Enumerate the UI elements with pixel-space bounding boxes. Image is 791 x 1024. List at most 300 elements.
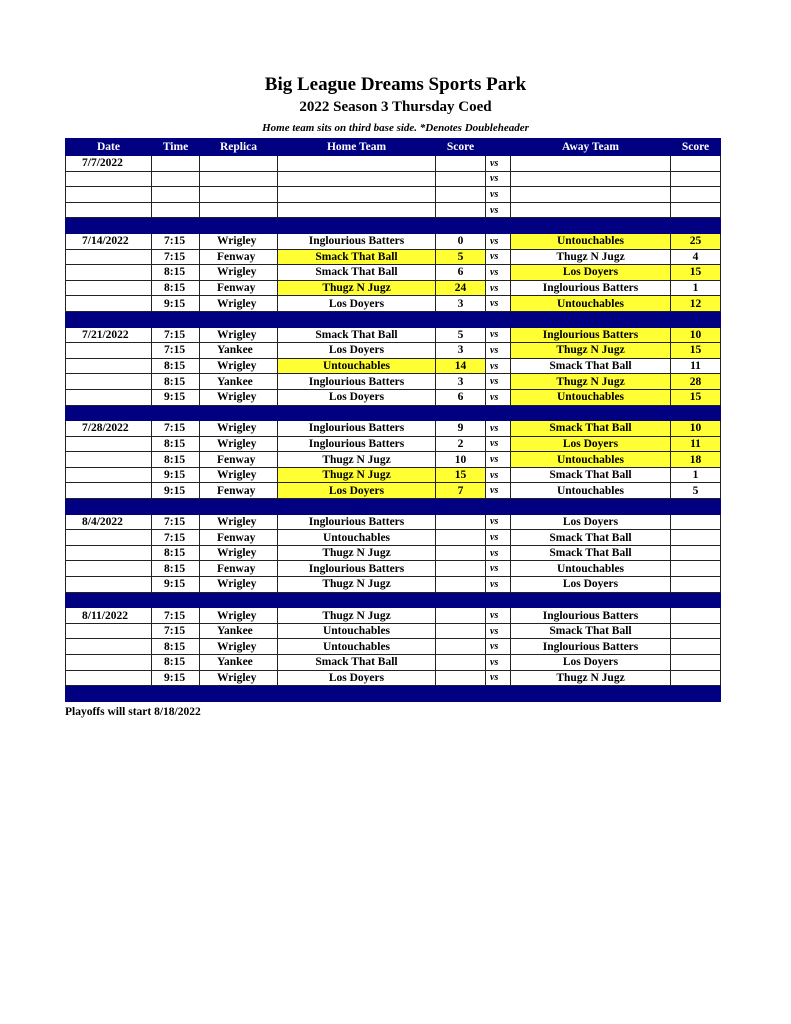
home-team-cell: Thugz N Jugz xyxy=(278,280,436,296)
week-separator xyxy=(66,218,721,234)
away-team-cell: Inglourious Batters xyxy=(511,280,671,296)
separator-cell xyxy=(200,499,278,515)
time-cell: 8:15 xyxy=(152,561,200,577)
separator-cell xyxy=(66,311,152,327)
table-row xyxy=(66,265,721,281)
time-cell: 7:15 xyxy=(152,327,200,343)
vs-cell: vs xyxy=(486,233,511,249)
replica-cell: Wrigley xyxy=(200,467,278,483)
time-cell: 8:15 xyxy=(152,374,200,390)
replica-cell: Wrigley xyxy=(200,265,278,281)
date-cell xyxy=(66,296,152,312)
page-title: Big League Dreams Sports Park xyxy=(264,74,527,95)
time-cell: 7:15 xyxy=(152,608,200,624)
away-score-cell: 15 xyxy=(671,389,721,405)
date-cell: 7/7/2022 xyxy=(66,156,152,172)
home-team-cell xyxy=(278,171,436,187)
vs-cell: vs xyxy=(486,187,511,203)
date-cell xyxy=(66,280,152,296)
playoffs-note: Playoffs will start 8/18/2022 xyxy=(65,706,201,718)
replica-cell: Yankee xyxy=(200,374,278,390)
separator-cell xyxy=(200,592,278,608)
separator-cell xyxy=(66,686,152,702)
vs-cell: vs xyxy=(486,483,511,499)
home-team-cell: Thugz N Jugz xyxy=(278,452,436,468)
home-team-cell: Smack That Ball xyxy=(278,655,436,671)
time-cell: 7:15 xyxy=(152,623,200,639)
separator-cell xyxy=(278,499,436,515)
time-cell: 8:15 xyxy=(152,265,200,281)
home-team-cell: Untouchables xyxy=(278,358,436,374)
away-score-cell: 5 xyxy=(671,483,721,499)
home-team-cell: Thugz N Jugz xyxy=(278,545,436,561)
vs-cell: vs xyxy=(486,639,511,655)
away-score-cell xyxy=(671,655,721,671)
vs-cell: vs xyxy=(486,327,511,343)
away-team-cell: Smack That Ball xyxy=(511,467,671,483)
time-cell xyxy=(152,171,200,187)
home-team-cell: Inglourious Batters xyxy=(278,421,436,437)
home-team-cell: Inglourious Batters xyxy=(278,233,436,249)
home-score-cell: 24 xyxy=(436,280,486,296)
separator-cell xyxy=(436,499,486,515)
replica-cell: Yankee xyxy=(200,623,278,639)
replica-cell: Fenway xyxy=(200,280,278,296)
away-team-cell: Thugz N Jugz xyxy=(511,343,671,359)
away-team-cell xyxy=(511,171,671,187)
separator-cell xyxy=(66,499,152,515)
table-row xyxy=(66,467,721,483)
separator-cell xyxy=(511,218,671,234)
vs-cell: vs xyxy=(486,249,511,265)
week-separator xyxy=(66,311,721,327)
vs-cell: vs xyxy=(486,655,511,671)
table-row xyxy=(66,421,721,437)
date-cell xyxy=(66,358,152,374)
date-cell: 7/21/2022 xyxy=(66,327,152,343)
date-cell xyxy=(66,265,152,281)
separator-cell xyxy=(152,218,200,234)
home-team-cell: Thugz N Jugz xyxy=(278,467,436,483)
time-cell: 9:15 xyxy=(152,296,200,312)
week-separator xyxy=(66,405,721,421)
away-team-cell: Smack That Ball xyxy=(511,530,671,546)
away-score-cell: 15 xyxy=(671,343,721,359)
separator-cell xyxy=(671,686,721,702)
home-score-cell xyxy=(436,639,486,655)
away-team-cell: Los Doyers xyxy=(511,655,671,671)
date-cell xyxy=(66,374,152,390)
date-cell: 8/4/2022 xyxy=(66,514,152,530)
separator-cell xyxy=(436,218,486,234)
table-row xyxy=(66,483,721,499)
vs-cell: vs xyxy=(486,265,511,281)
table-row xyxy=(66,577,721,593)
home-score-cell: 5 xyxy=(436,249,486,265)
away-score-cell xyxy=(671,608,721,624)
home-score-cell: 15 xyxy=(436,467,486,483)
separator-cell xyxy=(66,218,152,234)
home-score-cell: 3 xyxy=(436,343,486,359)
home-team-cell xyxy=(278,187,436,203)
date-cell xyxy=(66,483,152,499)
away-score-cell: 28 xyxy=(671,374,721,390)
home-team-cell: Untouchables xyxy=(278,530,436,546)
page-subtitle: 2022 Season 3 Thursday Coed xyxy=(299,99,492,115)
away-team-cell: Los Doyers xyxy=(511,436,671,452)
home-score-cell xyxy=(436,545,486,561)
time-cell: 9:15 xyxy=(152,577,200,593)
table-row xyxy=(66,343,721,359)
table-row xyxy=(66,233,721,249)
replica-cell xyxy=(200,156,278,172)
home-team-cell: Inglourious Batters xyxy=(278,374,436,390)
col-time: Time xyxy=(152,139,200,156)
home-team-cell: Smack That Ball xyxy=(278,327,436,343)
replica-cell: Wrigley xyxy=(200,608,278,624)
header-row xyxy=(66,139,721,156)
time-cell: 9:15 xyxy=(152,670,200,686)
home-score-cell xyxy=(436,623,486,639)
separator-cell xyxy=(152,405,200,421)
away-team-cell: Thugz N Jugz xyxy=(511,249,671,265)
away-score-cell: 15 xyxy=(671,265,721,281)
replica-cell: Wrigley xyxy=(200,436,278,452)
home-score-cell xyxy=(436,561,486,577)
col-away-score: Score xyxy=(671,139,721,156)
table-row xyxy=(66,358,721,374)
separator-cell xyxy=(152,686,200,702)
time-cell: 7:15 xyxy=(152,233,200,249)
col-home-score: Score xyxy=(436,139,486,156)
home-team-cell: Thugz N Jugz xyxy=(278,608,436,624)
separator-cell xyxy=(436,592,486,608)
separator-cell xyxy=(152,592,200,608)
away-score-cell: 12 xyxy=(671,296,721,312)
away-team-cell: Untouchables xyxy=(511,452,671,468)
away-team-cell: Smack That Ball xyxy=(511,421,671,437)
replica-cell: Wrigley xyxy=(200,233,278,249)
replica-cell: Wrigley xyxy=(200,358,278,374)
home-team-cell: Inglourious Batters xyxy=(278,436,436,452)
table-row xyxy=(66,561,721,577)
home-team-cell: Untouchables xyxy=(278,639,436,655)
vs-cell: vs xyxy=(486,670,511,686)
vs-cell: vs xyxy=(486,374,511,390)
away-team-cell xyxy=(511,202,671,218)
home-team-cell: Los Doyers xyxy=(278,670,436,686)
time-cell: 8:15 xyxy=(152,545,200,561)
table-row xyxy=(66,639,721,655)
away-team-cell: Untouchables xyxy=(511,483,671,499)
away-team-cell: Untouchables xyxy=(511,561,671,577)
home-team-cell: Los Doyers xyxy=(278,343,436,359)
home-score-cell xyxy=(436,171,486,187)
replica-cell xyxy=(200,187,278,203)
replica-cell xyxy=(200,171,278,187)
separator-cell xyxy=(511,499,671,515)
home-score-cell xyxy=(436,670,486,686)
away-score-cell xyxy=(671,514,721,530)
separator-cell xyxy=(152,499,200,515)
home-score-cell xyxy=(436,530,486,546)
away-score-cell xyxy=(671,623,721,639)
vs-cell: vs xyxy=(486,608,511,624)
replica-cell: Fenway xyxy=(200,452,278,468)
separator-cell xyxy=(486,499,511,515)
schedule-table xyxy=(65,138,721,702)
away-score-cell xyxy=(671,171,721,187)
separator-cell xyxy=(671,499,721,515)
replica-cell: Wrigley xyxy=(200,327,278,343)
replica-cell: Wrigley xyxy=(200,389,278,405)
replica-cell: Wrigley xyxy=(200,421,278,437)
date-cell xyxy=(66,670,152,686)
table-row xyxy=(66,530,721,546)
home-score-cell: 5 xyxy=(436,327,486,343)
vs-cell: vs xyxy=(486,436,511,452)
vs-cell: vs xyxy=(486,358,511,374)
replica-cell: Fenway xyxy=(200,249,278,265)
date-cell xyxy=(66,389,152,405)
time-cell: 7:15 xyxy=(152,514,200,530)
table-row xyxy=(66,171,721,187)
date-cell xyxy=(66,655,152,671)
table-row xyxy=(66,156,721,172)
home-score-cell xyxy=(436,156,486,172)
separator-cell xyxy=(671,218,721,234)
home-score-cell xyxy=(436,187,486,203)
away-team-cell xyxy=(511,187,671,203)
date-cell xyxy=(66,436,152,452)
table-row xyxy=(66,249,721,265)
date-cell xyxy=(66,249,152,265)
away-score-cell xyxy=(671,561,721,577)
home-score-cell: 6 xyxy=(436,265,486,281)
table-row xyxy=(66,374,721,390)
replica-cell: Fenway xyxy=(200,530,278,546)
away-score-cell xyxy=(671,530,721,546)
home-score-cell: 10 xyxy=(436,452,486,468)
separator-cell xyxy=(436,405,486,421)
separator-cell xyxy=(486,686,511,702)
time-cell: 7:15 xyxy=(152,343,200,359)
home-team-cell: Inglourious Batters xyxy=(278,561,436,577)
time-cell: 8:15 xyxy=(152,452,200,468)
vs-cell: vs xyxy=(486,389,511,405)
away-score-cell: 10 xyxy=(671,327,721,343)
vs-cell: vs xyxy=(486,623,511,639)
col-home-team: Home Team xyxy=(278,139,436,156)
time-cell: 8:15 xyxy=(152,436,200,452)
date-cell xyxy=(66,623,152,639)
table-row xyxy=(66,389,721,405)
away-score-cell xyxy=(671,545,721,561)
schedule-body xyxy=(66,156,721,702)
away-team-cell: Los Doyers xyxy=(511,265,671,281)
separator-cell xyxy=(200,218,278,234)
away-team-cell: Untouchables xyxy=(511,296,671,312)
home-team-cell: Los Doyers xyxy=(278,296,436,312)
col-date: Date xyxy=(66,139,152,156)
separator-cell xyxy=(278,405,436,421)
date-cell xyxy=(66,639,152,655)
away-score-cell: 11 xyxy=(671,358,721,374)
replica-cell: Yankee xyxy=(200,343,278,359)
home-score-cell xyxy=(436,608,486,624)
home-team-cell: Thugz N Jugz xyxy=(278,577,436,593)
date-cell xyxy=(66,577,152,593)
time-cell: 8:15 xyxy=(152,655,200,671)
away-team-cell: Smack That Ball xyxy=(511,358,671,374)
home-score-cell xyxy=(436,514,486,530)
replica-cell: Wrigley xyxy=(200,670,278,686)
time-cell xyxy=(152,187,200,203)
time-cell: 9:15 xyxy=(152,483,200,499)
away-score-cell xyxy=(671,639,721,655)
separator-cell xyxy=(671,311,721,327)
separator-cell xyxy=(671,405,721,421)
replica-cell: Wrigley xyxy=(200,545,278,561)
time-cell: 9:15 xyxy=(152,389,200,405)
home-score-cell xyxy=(436,655,486,671)
time-cell: 8:15 xyxy=(152,639,200,655)
away-team-cell: Thugz N Jugz xyxy=(511,670,671,686)
home-team-cell: Los Doyers xyxy=(278,389,436,405)
vs-cell: vs xyxy=(486,467,511,483)
separator-cell xyxy=(278,218,436,234)
home-score-cell: 2 xyxy=(436,436,486,452)
away-score-cell xyxy=(671,156,721,172)
home-team-cell: Untouchables xyxy=(278,623,436,639)
away-score-cell xyxy=(671,187,721,203)
away-team-cell: Inglourious Batters xyxy=(511,639,671,655)
replica-cell: Wrigley xyxy=(200,577,278,593)
replica-cell: Fenway xyxy=(200,483,278,499)
vs-cell: vs xyxy=(486,514,511,530)
time-cell xyxy=(152,156,200,172)
home-team-cell: Smack That Ball xyxy=(278,249,436,265)
away-team-cell xyxy=(511,156,671,172)
separator-cell xyxy=(436,311,486,327)
date-cell xyxy=(66,202,152,218)
separator-cell xyxy=(486,592,511,608)
date-cell xyxy=(66,561,152,577)
away-team-cell: Los Doyers xyxy=(511,514,671,530)
separator-cell xyxy=(511,686,671,702)
away-score-cell: 1 xyxy=(671,280,721,296)
vs-cell: vs xyxy=(486,561,511,577)
away-score-cell: 10 xyxy=(671,421,721,437)
separator-cell xyxy=(66,592,152,608)
separator-cell xyxy=(486,405,511,421)
week-separator xyxy=(66,499,721,515)
vs-cell: vs xyxy=(486,202,511,218)
vs-cell: vs xyxy=(486,343,511,359)
replica-cell: Wrigley xyxy=(200,639,278,655)
separator-cell xyxy=(436,686,486,702)
date-cell: 7/14/2022 xyxy=(66,233,152,249)
away-score-cell: 11 xyxy=(671,436,721,452)
col-away-team: Away Team xyxy=(511,139,671,156)
table-row xyxy=(66,436,721,452)
replica-cell: Fenway xyxy=(200,561,278,577)
table-row xyxy=(66,514,721,530)
separator-cell xyxy=(152,311,200,327)
separator-cell xyxy=(511,311,671,327)
separator-cell xyxy=(486,218,511,234)
home-team-cell xyxy=(278,156,436,172)
separator-cell xyxy=(278,311,436,327)
vs-cell: vs xyxy=(486,530,511,546)
date-cell: 7/28/2022 xyxy=(66,421,152,437)
home-score-cell: 3 xyxy=(436,374,486,390)
date-cell xyxy=(66,530,152,546)
away-score-cell: 1 xyxy=(671,467,721,483)
away-score-cell: 25 xyxy=(671,233,721,249)
separator-cell xyxy=(66,405,152,421)
replica-cell: Wrigley xyxy=(200,296,278,312)
table-row xyxy=(66,545,721,561)
away-team-cell: Smack That Ball xyxy=(511,545,671,561)
table-row xyxy=(66,670,721,686)
date-cell xyxy=(66,467,152,483)
home-score-cell: 14 xyxy=(436,358,486,374)
home-score-cell xyxy=(436,202,486,218)
date-cell xyxy=(66,452,152,468)
home-score-cell: 0 xyxy=(436,233,486,249)
table-row xyxy=(66,187,721,203)
col-vs xyxy=(486,139,511,156)
away-score-cell xyxy=(671,577,721,593)
home-team-cell xyxy=(278,202,436,218)
separator-cell xyxy=(200,686,278,702)
vs-cell: vs xyxy=(486,545,511,561)
time-cell: 7:15 xyxy=(152,249,200,265)
replica-cell: Wrigley xyxy=(200,514,278,530)
separator-cell xyxy=(486,311,511,327)
vs-cell: vs xyxy=(486,280,511,296)
away-team-cell: Inglourious Batters xyxy=(511,608,671,624)
time-cell: 7:15 xyxy=(152,530,200,546)
vs-cell: vs xyxy=(486,421,511,437)
time-cell: 8:15 xyxy=(152,358,200,374)
away-score-cell: 4 xyxy=(671,249,721,265)
home-team-cell: Smack That Ball xyxy=(278,265,436,281)
separator-cell xyxy=(200,311,278,327)
away-team-cell: Thugz N Jugz xyxy=(511,374,671,390)
week-separator xyxy=(66,686,721,702)
vs-cell: vs xyxy=(486,577,511,593)
separator-cell xyxy=(200,405,278,421)
time-cell: 9:15 xyxy=(152,467,200,483)
table-row xyxy=(66,280,721,296)
home-score-cell: 9 xyxy=(436,421,486,437)
away-team-cell: Inglourious Batters xyxy=(511,327,671,343)
date-cell xyxy=(66,343,152,359)
replica-cell: Yankee xyxy=(200,655,278,671)
away-team-cell: Los Doyers xyxy=(511,577,671,593)
away-team-cell: Untouchables xyxy=(511,233,671,249)
date-cell xyxy=(66,545,152,561)
date-cell xyxy=(66,171,152,187)
time-cell: 7:15 xyxy=(152,421,200,437)
away-team-cell: Smack That Ball xyxy=(511,623,671,639)
away-team-cell: Untouchables xyxy=(511,389,671,405)
separator-cell xyxy=(511,405,671,421)
table-row xyxy=(66,296,721,312)
vs-cell: vs xyxy=(486,171,511,187)
